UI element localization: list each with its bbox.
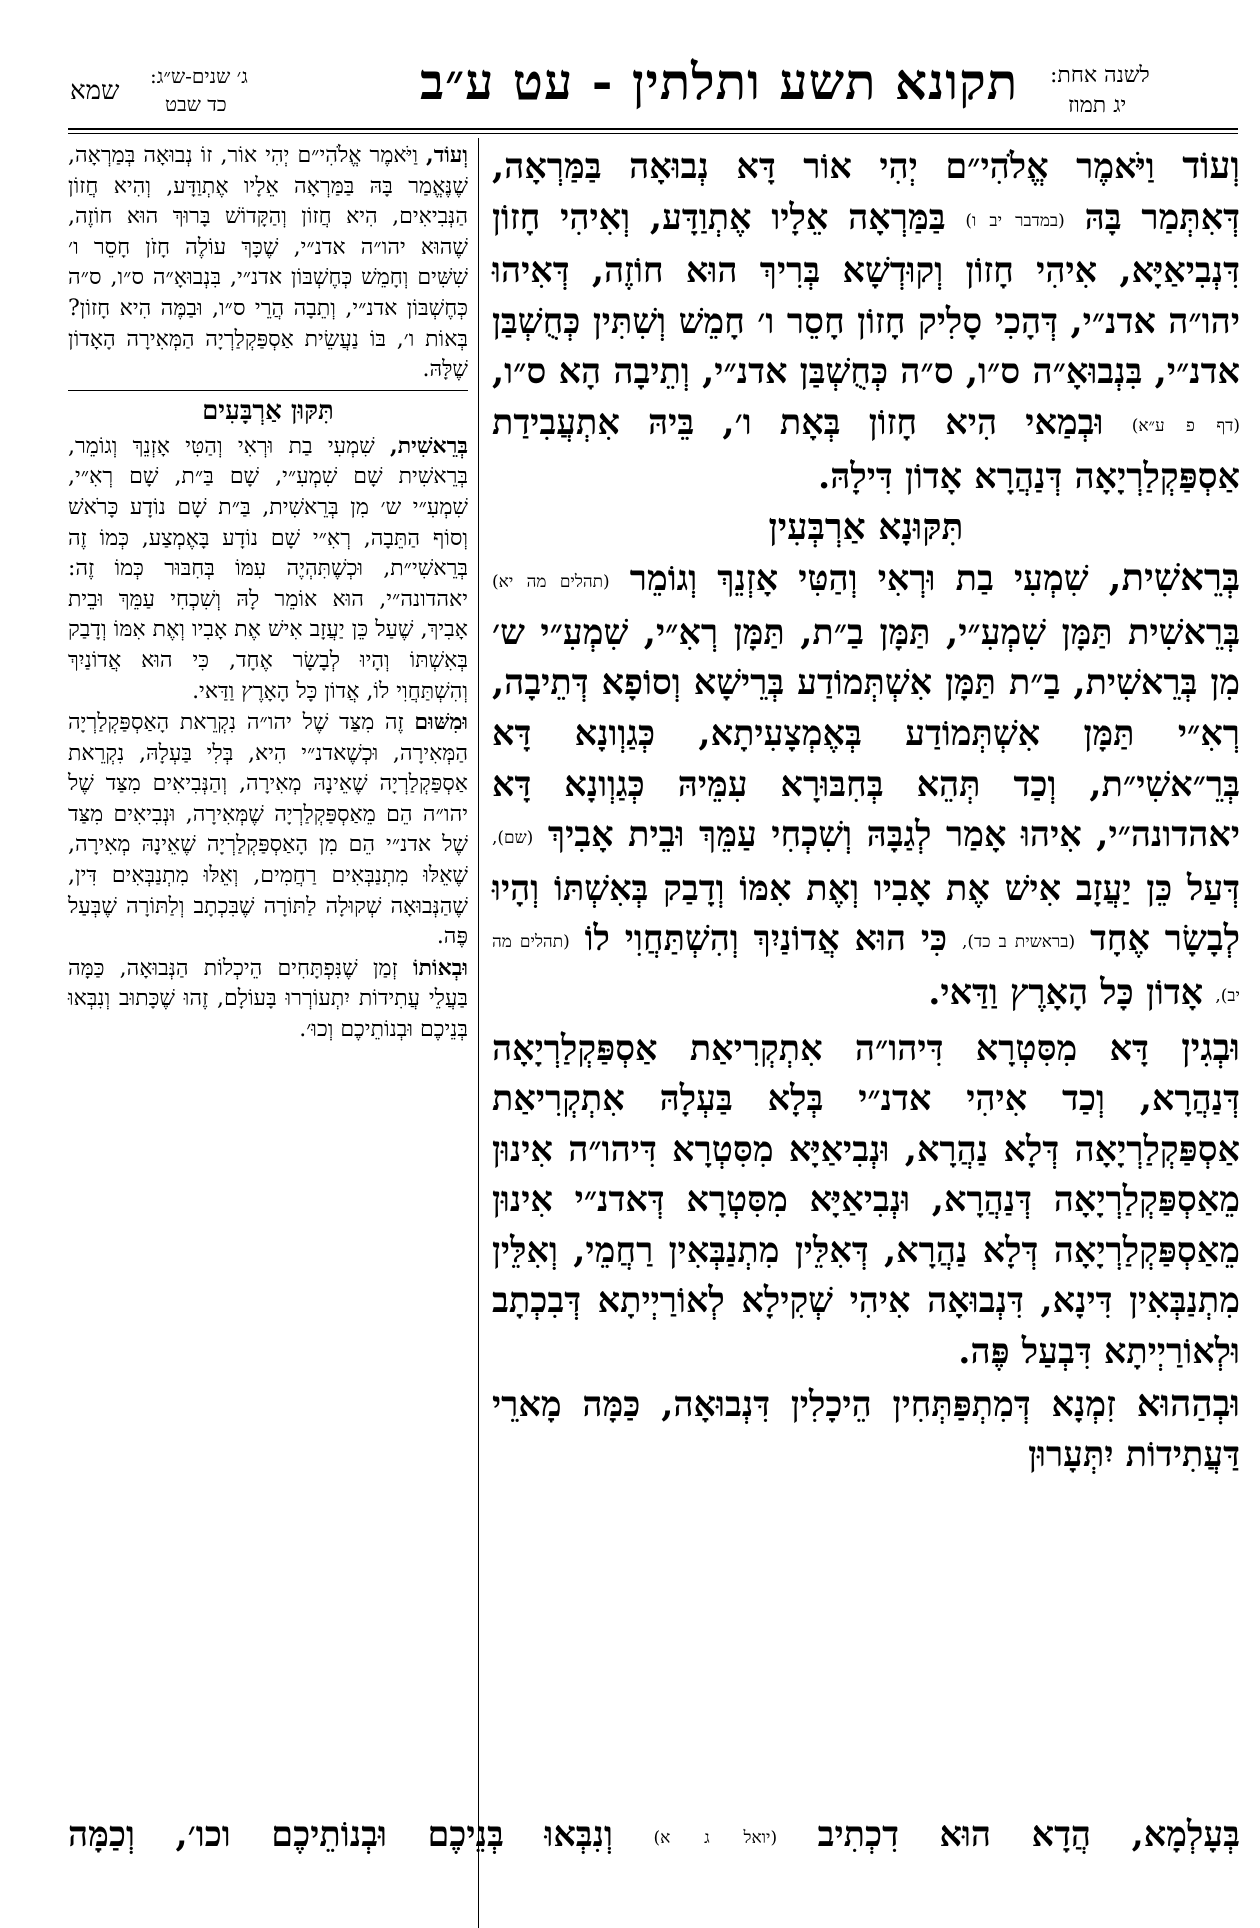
source-reference: (במדבר יב ו) <box>965 210 1065 231</box>
paragraph-lead: בְּרֵאשִׁית, <box>390 432 468 459</box>
section-heading: תִּקּוּן אַרְבָּעִים <box>202 395 334 426</box>
paragraph-text: כִּי הוּא אֲדוֹנַיִךְ וְהִשְׁתַּחֲוִי לוֹ <box>584 918 948 960</box>
source-reference: (שם), <box>492 828 534 849</box>
paragraph-lead: וְעוֹד <box>1182 143 1240 187</box>
paragraph-lead: בְּרֵאשִׁית, <box>1108 555 1240 600</box>
paragraph-lead: וּבְאוֹתוֹ <box>412 954 469 981</box>
page-number: שמא <box>70 76 120 106</box>
paragraph-text: בְּרֵאשִׁית תַּמָּן שִׁמְעִ״י, תַּמָּן בַ״ת, תַּמָּן רְאִ״י, שִׁמְעִ״י ש׳ מִן בְּרֵאשִׁית, בַ״ת תַּמָּן אִשְׁתְּמוֹדַע בְּרֵישָׁא וְסוֹפָא דְּתֵיבָה, רְאִ״י תַּמָּן אִשְׁתְּמוֹדַע בְּאֶמְצָעִיתָא, כְּגַוְונָא דָּא בְּרֵ״אשִׁי״ת, וְכַד תְּהֵא בְּחִבּוּרָא עִמֵּיהּ כְּגַוְונָא דָּא יאהדונה״י, אִיהוּ אָמַר לְגַבָּהּ וְשִׁכְחִי עַמֵּךְ וּבֵית אָבִיךְ <box>492 611 1240 856</box>
main-paragraph <box>492 552 1240 1021</box>
column-divider <box>478 138 479 1928</box>
paragraph-text: בַּמַּרְאָה אֵלָיו אֶתְוַדָּע, וְאִיהִי חָזוֹן דִּנְבִיאַיָּא, אִיהִי חָזוֹן וְקוּדְשָׁא בְּרִיךְ הוּא חוֹזֶה, דְּאִיהוּ יהו״ה אדנ״י, דְּהָכִי סָלִיק חָזוֹן חָסֵר ו׳ חָמֵשׁ וְשִׁתִּין כְּחֻשְׁבַּן אדנ״י, בִּנְבוּאָ״ה ס״ו, ס״ה כְּחֻשְׁבַּן אדנ״י, וְתֵיבָה הָא ס״ו, <box>492 196 1240 393</box>
paragraph-text: שִׁמְעִי בַת וּרְאִי וְהַטִּי אָזְנֵךְ וְגוֹמֵר, בְּרֵאשִׁית שָׁם שִׁמְעִ״י, שָׁם בַּ״ת, שָׁם רְאִ״י, שִׁמְעִ״י ש׳ מִן בְּרֵאשִׁית, בַּ״ת שָׁם נוֹדָע כָּרֹאשׁ וְסוֹף הַתֵּבָה, רְאִ״י שָׁם נוֹדָע בָּאֶמְצַע, כְּמוֹ זֶה בְּרֵאשִׁי״ת, וּכְשֶׁתִּהְיֶה עִמּוֹ בְּחִבּוּר כְּמוֹ זֶה: יאהדונה״י, הוּא אוֹמֵר לָהּ וְשִׁכְחִי עַמֵּךְ וּבֵית אָבִיךְ, שֶׁעַל כֵּן יַעֲזָב אִישׁ אֶת אָבִיו וְאֶת אִמּוֹ וְדָבַק בְּאִשְׁתּוֹ וְהָיוּ לְבָשָׂר אֶחָד, כִּי הוּא אֲדוֹנַיִךְ וְהִשְׁתַּחֲוִי לוֹ, אֲדוֹן כָּל הָאָרֶץ וַדַּאי. <box>68 433 468 704</box>
paragraph-text: וַיֹּאמֶר אֱלֹהִי״ם יְהִי אוֹר דָּא נְבוּאָה בַּמַּרְאָה, דְּאִתְּמַר בָּהּ <box>492 146 1240 238</box>
paragraph-lead: וּמִשּׁוּם <box>414 709 468 736</box>
header-rule-thin <box>68 133 1238 134</box>
paragraph-text: זְמַן שֶׁנִּפְתָּחִים הֵיכְלוֹת הַנְּבוּאָה, כַּמָּה בַּעֲלֵי עֲתִידוֹת יִתְעוֹרְרוּ בָּעוֹלָם, זֶהוּ שֶׁכָּתוּב וְנִבְּאוּ בְּנֵיכֶם וּבְנוֹתֵיכֶם וְכוּ׳. <box>68 955 468 1043</box>
year-label: לשנה אחת: <box>1050 63 1150 88</box>
paragraph-lead: וּבְהַהוּא <box>1136 1380 1241 1425</box>
main-paragraph <box>492 1022 1240 1378</box>
paragraph-text: וַיֹּאמֶר אֱלֹהִי״ם יְהִי אוֹר, זוֹ נְבוּאָה בְּמַרְאָה, שֶׁנֶּאֱמַר בָּהּ בַּמַּרְאָה אֵלָיו אֶתְוַדָּע, וְהִיא חֲזוֹן הַנְּבִיאִים, הִיא חֲזוֹן וְהַקָּדוֹשׁ בָּרוּךְ הוּא חוֹזֶה, שֶׁהוּא יהו״ה אדנ״י, שֶׁכָּךְ עוֹלֶה חָזֹן חָסֵר ו׳ שִׁשִּׁים וְחָמֵשׁ כְּחֶשְׁבּוֹן אדנ״י, בִּנְבוּאָ״ה ס״ו, ס״ה כְּחֶשְׁבּוֹן אדנ״י, וְתֵבָה הֲרֵי ס״ו, וּבַמֶּה הִיא חָזוֹן? בְּאוֹת ו׳, בּוֹ נַעֲשֵׂית אַסְפַּקְלַרְיָה הַמְּאִירָה הָאָדוֹן שֶׁלָּהּ. <box>68 143 468 383</box>
date-left: כד שבט <box>165 92 227 116</box>
source-reference: (יואל ג א) <box>653 1828 778 1848</box>
bottom-continuation-line <box>68 1810 1240 1863</box>
paragraph-text: וּבְמַאי הִיא חָזוֹן בְּאָת ו׳, בֵּיהּ אִתְעֲבִידַת אַסְפַּקְלַרְיָאָה דְּנַהֲרָא אָדוֹן דִּילָהּ. <box>492 401 1240 497</box>
main-paragraph <box>492 1378 1240 1481</box>
paragraph-text: דְּעַל כֵּן יַעֲזָב אִישׁ אֶת אָבִיו וְאֶת אִמּוֹ וְדָבַק בְּאִשְׁתּוֹ וְהָיוּ לְבָשָׂר אֶחָד <box>492 867 1241 960</box>
paragraph-text: דָּא מִסִּטְרָא דִּיהו״ה אִתְקְרִיאַת אַסְפַּקְלַרְיָאָה דְּנַהֲרָא, וְכַד אִיהִי אדנ״י בְּלָא בַּעְלָהּ אִתְקְרִיאַת אַסְפַּקְלַרְיָאָה דְּלָא נַהֲרָא, וּנְבִיאַיָּא מִסִּטְרָא דִּיהו״ה אִינוּן מֵאַסְפַּקְלַרְיָאָה דְּנַהֲרָא, וּנְבִיאַיָּא מִסִּטְרָא דְּאדנ״י אִינוּן מֵאַסְפַּקְלַרְיָאָה דְּלָא נַהֲרָא, דְּאִלֵּין מִתְנַבְּאִין רַחֲמֵי, וְאִלֵּין מִתְנַבְּאִין דִּינָא, דִּנְבוּאָה אִיהִי שְׁקִילָא לְאוֹרַיְיתָא דְּבִכְתָב וּלְאוֹרַיְיתָא דִּבְעַל פֶּה. <box>492 1027 1240 1373</box>
paragraph-text: אָדוֹן כָּל הָאָרֶץ וַדַּאי. <box>928 971 1204 1013</box>
source-reference: (דף פ ע״א) <box>1131 415 1240 436</box>
year-range: ג׳ שנים-ש״ג: <box>150 64 248 88</box>
side-paragraph <box>68 431 468 707</box>
header-rule <box>68 128 1238 130</box>
paragraph-text: זִמְנָא דְּמִתְפַּתְּחִין הֵיכָלִין דִּנְבוּאָה, כַּמָּה מָארֵי דַּעֲתִידוֹת יִתְּעָרוּן <box>492 1383 1240 1476</box>
source-reference: (בראשית ב כד), <box>962 932 1076 953</box>
side-paragraph <box>68 707 468 953</box>
side-paragraph <box>68 140 468 386</box>
main-paragraph <box>492 140 1240 502</box>
source-reference: (תהלים מה יב), <box>492 932 1240 1006</box>
paragraph-text: זֶה מִצַּד שֶׁל יהו״ה נִקְרֵאת הָאַסְפַּקְלַרְיָה הַמְּאִירָה, וּכְשֶׁאדנ״י הִיא, בְּלִי בַּעְלָהּ, נִקְרֵאת אַסְפַּקְלַרְיָה שֶׁאֵינָהּ מְאִירָה, וְהַנְּבִיאִים מִצַּד שֶׁל יהו״ה הֵם מֵאַסְפַּקְלַרְיָה שֶׁמְּאִירָה, וּנְבִיאִים מִצַּד שֶׁל אדנ״י הֵם מִן הָאַסְפַּקְלַרְיָה שֶׁאֵינָהּ מְאִירָה, שֶׁאֵלּוּ מִתְנַבְּאִים רַחֲמִים, וְאֵלּוּ מִתְנַבְּאִים דִּין, שֶׁהַנְּבוּאָה שְׁקוּלָה לַתּוֹרָה שֶׁבִּכְתָב וְלַתּוֹרָה שֶׁבְּעַל פֶּה. <box>68 710 468 950</box>
page-header <box>0 0 1260 118</box>
page-title: תקונא תשע ותלתין - עט ע״ב <box>420 52 1019 111</box>
side-paragraph <box>68 953 468 1046</box>
paragraph-lead: וְעוֹד, <box>426 142 468 168</box>
paragraph-lead: וּבְגִין <box>1181 1024 1240 1069</box>
main-column <box>492 140 1240 1790</box>
paragraph-text: וְנִבְּאוּ בְּנֵיכֶם וּבְנוֹתֵיכֶם וכו׳, וְכַמָּה <box>68 1814 613 1855</box>
source-reference: (תהלים מה יא) <box>492 572 610 593</box>
side-column <box>68 140 468 1790</box>
section-heading: תִּקּוּנָא אַרְבְּעִין <box>768 506 964 549</box>
paragraph-text: שִׁמְעִי בַת וּרְאִי וְהַטִּי אָזְנֵךְ וְגוֹמֵר <box>629 558 1089 600</box>
date-right: יג תמוז <box>1068 93 1127 118</box>
paragraph-text: בְּעָלְמָא, הֲדָא הוּא דִכְתִיב <box>817 1814 1241 1855</box>
